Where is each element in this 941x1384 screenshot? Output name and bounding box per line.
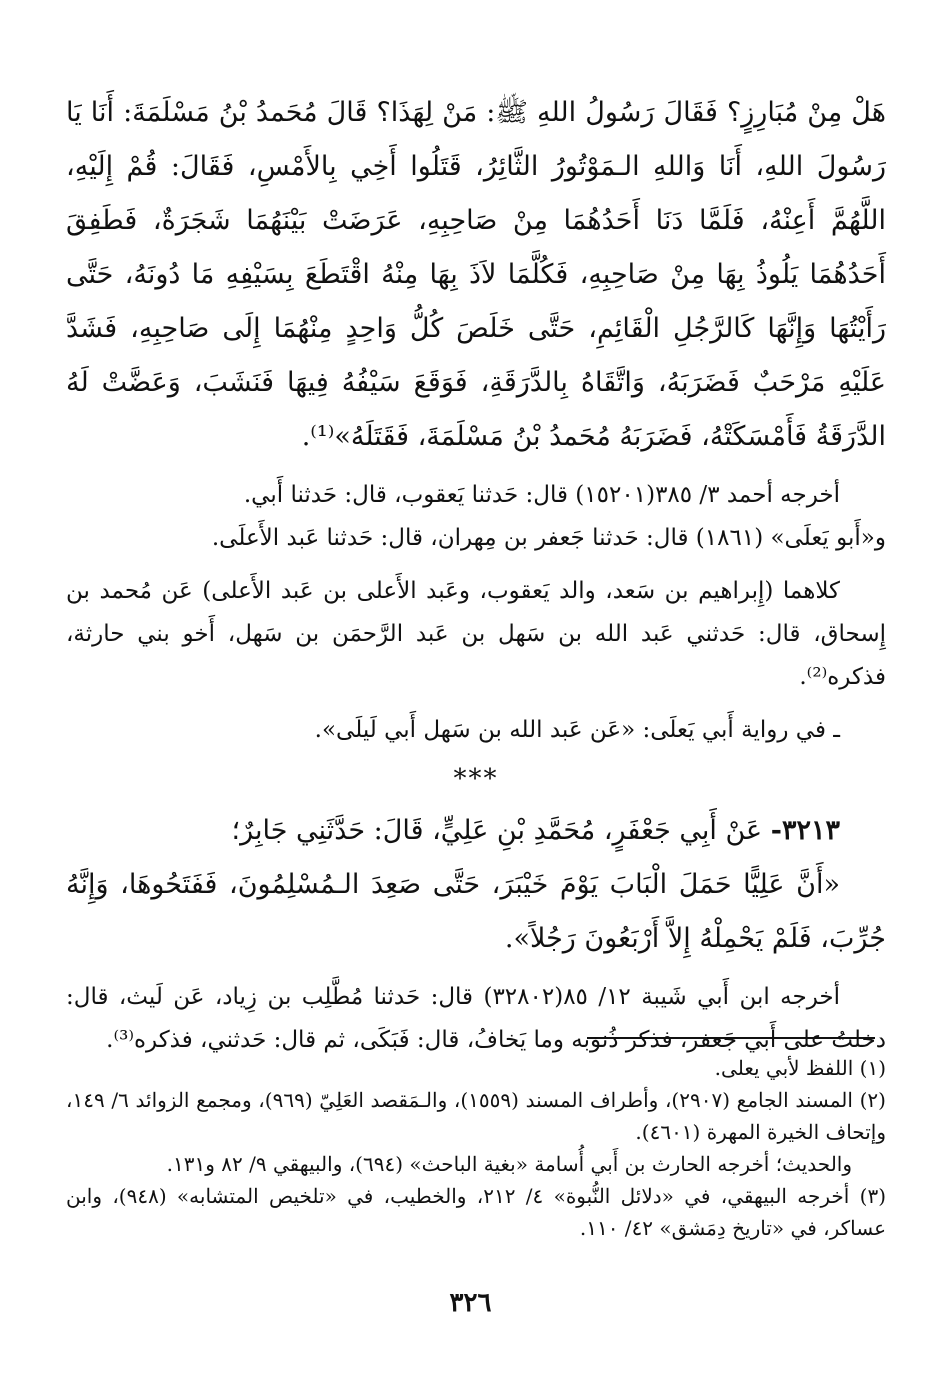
page-body [66,86,886,1062]
narration-variant-note: ـ في رواية أَبي يَعلَى: «عَن عَبد الله بن سَهل أَبي لَيلَى». [314,717,840,743]
takhrij-ibn-abi-shayba: أخرجه ابن أَبي شَيبة ١٢/ ٨٥(٣٢٨٠٢) قال: حَدثنا مُطَّلِب بن زِياد، عَن لَيث، قال: دخلتُ على أَبي جَعفر، فذكر ذُنوبه وما يَخافُ، قال: فَبَكَى، ثم قال: حَدثني، فذكره⁽³⁾. [66,984,886,1053]
footnote-3: (٣) أخرجه البيهقي، في «دلائل النُّبوة» ٤/ ٢١٢، والخطيب، في «تلخيص المتشابه» (٩٤٨)، وابن عساكر، في «تاريخ دِمَشق» ٤٢/ ١١٠. [66,1184,886,1240]
hadith-continuation-text: هَلْ مِنْ مُبَارِزٍ؟ فَقَالَ رَسُولُ اللهِ ﷺ: مَنْ لِهَذَا؟ قَالَ مُحَمدُ بْنُ مَسْلَمَةَ: أَنَا يَا رَسُولَ اللهِ، أَنَا وَاللهِ الـمَوْتُورُ الثَّائِرُ، قَتَلُوا أَخِي بِالأَمْسِ، فَقَالَ: قُمْ إِلَيْهِ، اللَّهُمَّ أَعِنْهُ، فَلَمَّا دَنَا أَحَدُهُمَا مِنْ صَاحِبِهِ، عَرَضَتْ بَيْنَهُمَا شَجَرَةٌ، فَطَفِقَ أَحَدُهُمَا يَلُوذُ بِهَا مِنْ صَاحِبِهِ، فَكُلَّمَا لاَذَ بِهَا مِنْهُ اقْتَطَعَ بِسَيْفِهِ مَا دُونَهُ، حَتَّى رَأَيْتُهَا وَإِنَّهَا كَالرَّجُلِ الْقَائِمِ، حَتَّى خَلَصَ كُلُّ وَاحِدٍ مِنْهُمَا إِلَى صَاحِبِهِ، فَشَدَّ عَلَيْهِ مَرْحَبٌ فَضَرَبَهُ، وَاتَّقَاهُ بِالدَّرَقَةِ، فَوَقَعَ سَيْفُهُ فِيهَا فَنَشَبَ، وَعَضَّتْ لَهُ الدَّرَقَةُ فَأَمْسَكَتْهُ، فَضَرَبَهُ مُحَمدُ بْنُ مَسْلَمَةَ، فَقَتَلَهُ»⁽¹⁾. [66,97,886,452]
footnotes [66,1052,886,1244]
hadith-number: ٣٢١٣- [770,815,840,846]
takhrij-abu-yala: و«أَبو يَعلَى» (١٨٦١) قال: حَدثنا جَعفر بن مِهران، قال: حَدثنا عَبد الأَعلَى. [211,525,886,551]
footnote-2-continuation: والحديث؛ أخرجه الحارث بن أَبي أُسامة «بغية الباحث» (٦٩٤)، والبيهقي ٩/ ٨٢ و١٣١. [166,1152,852,1176]
section-separator: *** [453,764,499,794]
hadith-matn: «أَنَّ عَلِيًّا حَمَلَ الْبَابَ يَوْمَ خَيْبَرَ، حَتَّى صَعِدَ الـمُسْلِمُونَ، فَفَتَحُوهَا، وَإِنَّهُ جُرِّبَ، فَلَمْ يَحْمِلْهُ إِلاَّ أَرْبَعُونَ رَجُلاً». [66,869,886,954]
takhrij-ahmad: أخرجه أحمد ٣/ ٣٨٥(١٥٢٠١) قال: حَدثنا يَعقوب، قال: حَدثنا أَبي. [243,482,840,508]
footnote-1: (١) اللفظ لأبي يعلى. [714,1056,886,1080]
page-number: ٣٢٦ [449,1288,492,1318]
footnote-2: (٢) المسند الجامع (٢٩٠٧)، وأطراف المسند (١٥٥٩)، والـمَقصد العَلِيّ (٩٦٩)، ومجمع الزوائد ٦/ ١٤٩، وإتحاف الخيرة المهرة (٤٦٠١). [66,1088,886,1144]
footnote-divider [587,1037,875,1039]
takhrij-isnad-convergence: كلاهما (إِبراهيم بن سَعد، والد يَعقوب، وعَبد الأَعلى بن عَبد الأَعلى) عَن مُحمد بن إِسحاق، قال: حَدثني عَبد الله بن سَهل بن عَبد الرَّحمَن بن سَهل، أَخو بني حارثة، فذكره⁽²⁾. [66,578,886,690]
hadith-isnad: عَنْ أَبِي جَعْفَرٍ، مُحَمَّدِ بْنِ عَلِيٍّ، قَالَ: حَدَّثَنِي جَابِرٌ؛ [231,815,763,846]
hadith-header [66,804,886,858]
